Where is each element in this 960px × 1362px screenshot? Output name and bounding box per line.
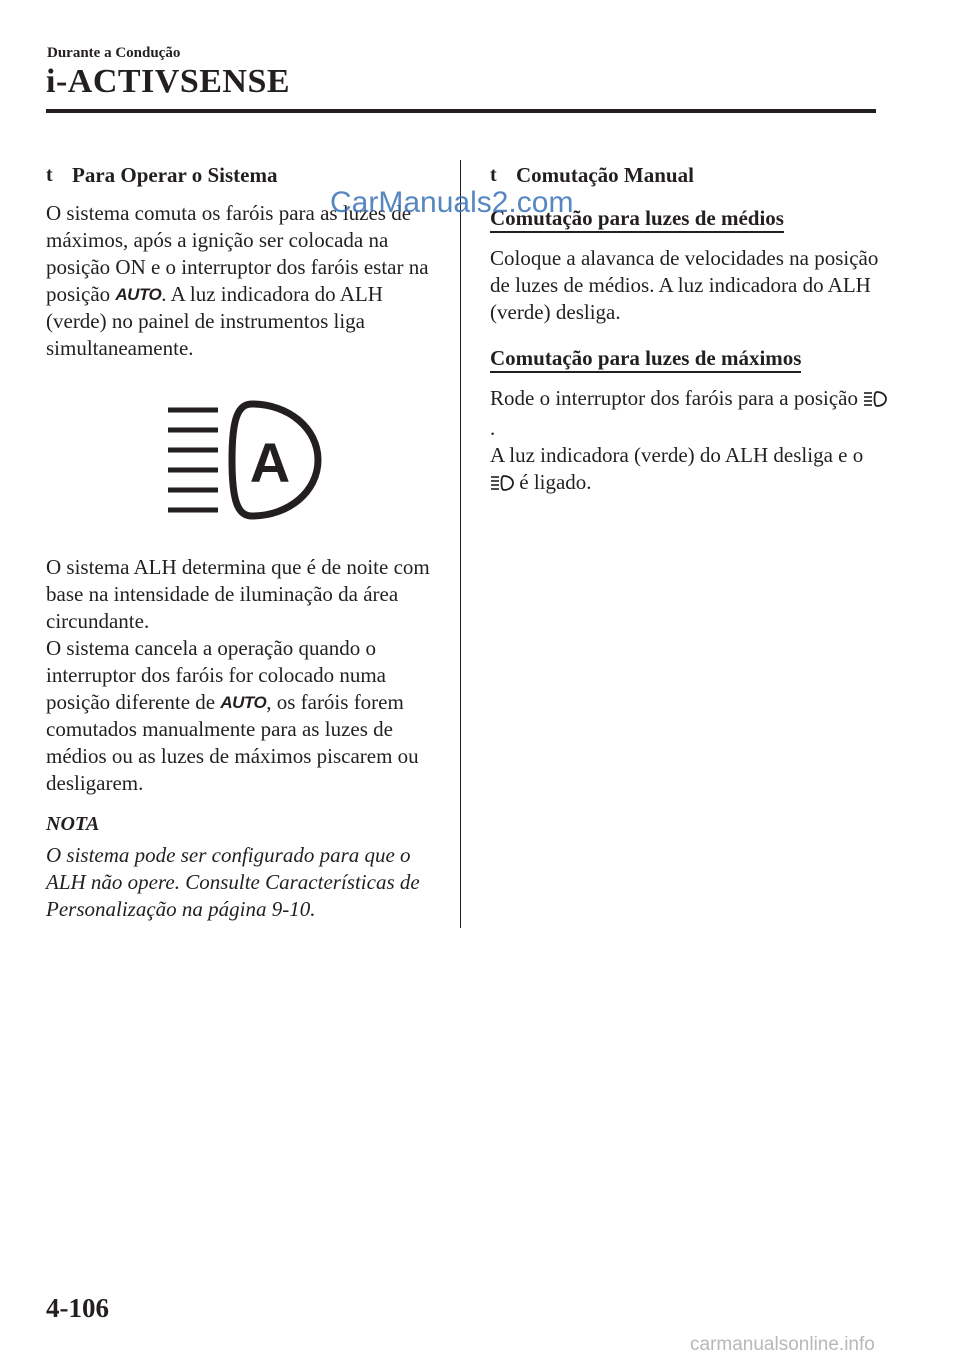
- paragraph-low-beam: Coloque a alavanca de velocidades na posição de luzes de médios. A luz indicadora do ALH (verde) desliga.: [490, 246, 879, 324]
- bullet-icon: t: [490, 164, 497, 186]
- paragraph-high-beam-2a: A luz indicadora (verde) do ALH desliga e o: [490, 443, 864, 467]
- paragraph-high-beam-1b: .: [490, 416, 496, 440]
- paragraph-cancel: [46, 635, 441, 797]
- watermark-text: CarManuals2.com: [330, 186, 574, 219]
- right-heading-text: Comutação Manual: [516, 163, 694, 187]
- subheading-low-beam: Comutação para luzes de médios: [490, 206, 784, 233]
- paragraph-high-beam-2b: é ligado.: [514, 470, 592, 494]
- page-title: i-ACTIVSENSE: [46, 63, 291, 100]
- paragraph-cancel-b: , os faróis forem comutados manualmente para as luzes de médios ou as luzes de máximos piscarem ou desligarem.: [46, 690, 419, 795]
- page-number: 4-106: [46, 1293, 109, 1323]
- paragraph-high-beam-1: [490, 385, 890, 442]
- auto-headlight-icon: AUTO: [115, 285, 162, 304]
- paragraph-detection: O sistema ALH determina que é de noite com base na intensidade de iluminação da área circundante.: [46, 555, 430, 633]
- alh-figure: [46, 396, 441, 520]
- paragraph-operation: [46, 200, 441, 362]
- paragraph-high-beam-2: [490, 442, 890, 499]
- note-text: O sistema pode ser configurado para que o ALH não opere. Consulte Características de Personalização na página 9-10.: [46, 843, 420, 921]
- bullet-icon: t: [46, 164, 53, 186]
- figure-letter: A: [249, 431, 291, 494]
- left-heading-text: Para Operar o Sistema: [72, 163, 278, 187]
- high-beam-icon: [863, 388, 887, 415]
- alh-indicator-icon: [166, 396, 326, 520]
- footer-site-text: carmanualsonline.info: [690, 1334, 875, 1355]
- auto-headlight-icon: AUTO: [220, 693, 267, 712]
- paragraph-high-beam-1a: Rode o interruptor dos faróis para a posição: [490, 386, 864, 410]
- note-title: NOTA: [46, 813, 100, 835]
- high-beam-icon: [490, 472, 514, 499]
- paragraph-operation-b: . A luz indicadora do ALH (verde) no painel de instrumentos liga simultaneamente.: [46, 282, 383, 360]
- subheading-high-beam: Comutação para luzes de máximos: [490, 346, 801, 373]
- paragraph-operation-a: O sistema comuta os faróis para as luzes de máximos, após a ignição ser colocada na posição ON e o interruptor dos faróis estar na posição: [46, 201, 429, 306]
- column-divider: [460, 160, 461, 928]
- section-kicker: Durante a Condução: [47, 45, 181, 61]
- title-rule: [46, 109, 876, 113]
- paragraph-cancel-a: O sistema cancela a operação quando o interruptor dos faróis for colocado numa posição diferente de: [46, 636, 386, 714]
- left-column: [46, 160, 441, 923]
